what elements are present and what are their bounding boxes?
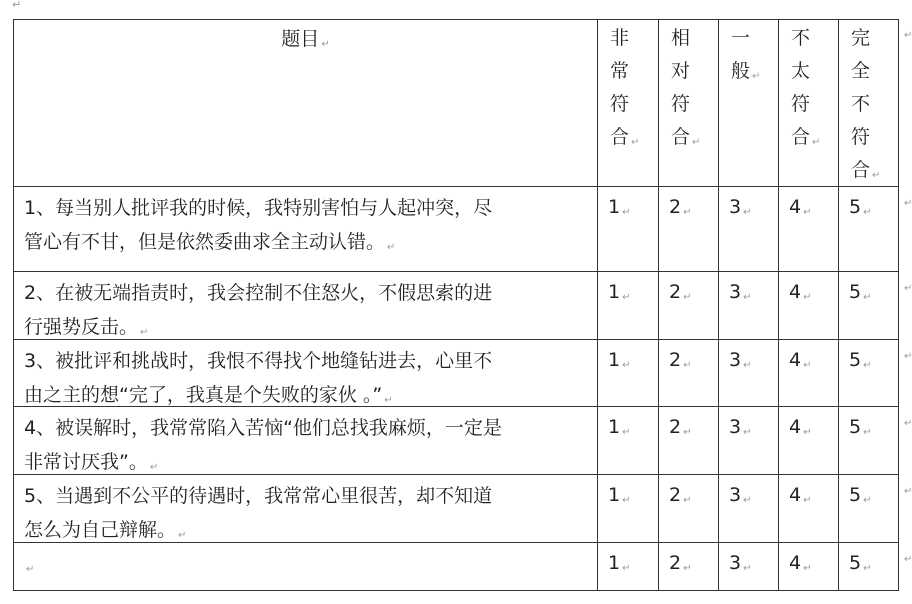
- score-value: 4: [789, 416, 802, 438]
- paragraph-mark-icon: ↵: [904, 418, 912, 429]
- score-value: 5: [849, 552, 862, 574]
- score-option[interactable]: [779, 475, 839, 518]
- option-header-char: 合: [671, 126, 691, 148]
- score-option[interactable]: [719, 272, 779, 315]
- paragraph-mark-icon: ↵: [803, 292, 812, 303]
- paragraph-mark-icon: ↵: [803, 563, 812, 574]
- paragraph-mark-icon: ↵: [683, 292, 692, 303]
- paragraph-mark-icon: ↵: [140, 327, 149, 338]
- question-cell: [14, 475, 597, 542]
- paragraph-mark-icon: ↵: [743, 360, 752, 371]
- score-value: 3: [729, 196, 742, 218]
- score-value: 3: [729, 416, 742, 438]
- question-cell: [14, 340, 597, 406]
- score-option[interactable]: [779, 543, 839, 586]
- paragraph-mark-icon: ↵: [743, 495, 752, 506]
- option-column-header: [659, 20, 719, 159]
- paragraph-mark-icon: ↵: [803, 360, 812, 371]
- paragraph-mark-icon: ↵: [683, 495, 692, 506]
- question-text: 行强势反击。: [24, 316, 139, 338]
- score-value: 2: [669, 416, 682, 438]
- paragraph-mark-icon: ↵: [904, 351, 912, 362]
- question-text: 5、当遇到不公平的待遇时，我常常心里很苦，却不知道: [24, 485, 493, 507]
- paragraph-mark-icon: ↵: [812, 137, 821, 148]
- option-header-char: 相: [671, 27, 691, 49]
- score-option[interactable]: [598, 475, 658, 518]
- question-cell: [14, 407, 597, 474]
- paragraph-mark-icon: ↵: [321, 39, 330, 50]
- score-option[interactable]: [719, 340, 779, 383]
- score-option[interactable]: [839, 340, 899, 383]
- question-text: 由之主的想“完了，我真是个失败的家伙 。”: [24, 384, 383, 406]
- option-header-char: 非: [610, 27, 630, 49]
- option-header-last-line: [610, 121, 658, 159]
- question-cell: [14, 187, 597, 271]
- score-option[interactable]: [719, 187, 779, 230]
- paragraph-mark-icon: ↵: [622, 427, 631, 438]
- paragraph-mark-icon: ↵: [863, 427, 872, 438]
- paragraph-mark-icon: ↵: [803, 427, 812, 438]
- score-value: 3: [729, 281, 742, 303]
- question-line: [24, 191, 587, 225]
- score-option[interactable]: [659, 340, 719, 383]
- score-value: 1: [608, 484, 621, 506]
- paragraph-mark-icon: ↵: [743, 427, 752, 438]
- question-cell: [14, 272, 597, 339]
- question-text: 4、被误解时，我常常陷入苦恼“他们总找我麻烦，一定是: [24, 417, 502, 439]
- score-value: 3: [729, 552, 742, 574]
- paragraph-mark-icon: ↵: [803, 207, 812, 218]
- row-divider: [13, 590, 899, 591]
- option-header-char: 太: [791, 60, 811, 82]
- option-header-char: 合: [610, 126, 630, 148]
- paragraph-mark-icon: ↵: [622, 495, 631, 506]
- score-option[interactable]: [779, 407, 839, 450]
- option-header-char: 不: [851, 93, 871, 115]
- paragraph-mark-icon: ↵: [683, 207, 692, 218]
- score-value: 2: [669, 484, 682, 506]
- score-value: 5: [849, 196, 862, 218]
- paragraph-mark-icon: ↵: [904, 198, 912, 209]
- paragraph-mark-icon: ↵: [863, 563, 872, 574]
- option-header-char: 对: [671, 60, 691, 82]
- option-header-char: 常: [610, 60, 630, 82]
- option-header-char: 符: [791, 93, 811, 115]
- option-header-last-line: [731, 55, 779, 93]
- score-option[interactable]: [719, 543, 779, 586]
- question-cell: [14, 543, 597, 590]
- paragraph-mark-icon: ↵: [149, 462, 159, 473]
- score-value: 1: [608, 416, 621, 438]
- paragraph-mark-icon: ↵: [384, 395, 393, 406]
- paragraph-mark-icon: ↵: [178, 530, 187, 541]
- score-option[interactable]: [719, 475, 779, 518]
- paragraph-mark-icon: ↵: [683, 427, 692, 438]
- option-header-last-line: [791, 121, 839, 159]
- paragraph-mark-icon: ↵: [622, 207, 631, 218]
- score-value: 4: [789, 196, 802, 218]
- paragraph-mark-icon: ↵: [743, 563, 752, 574]
- score-value: 4: [789, 281, 802, 303]
- question-text: 管心有不甘，但是依然委曲求全主动认错。: [24, 231, 386, 253]
- option-column-header: [719, 20, 779, 93]
- question-text: 2、在被无端指责时，我会控制不住怒火，不假思索的进: [24, 282, 493, 304]
- paragraph-mark-icon: ↵: [904, 554, 912, 565]
- score-value: 1: [608, 552, 621, 574]
- score-value: 5: [849, 416, 862, 438]
- option-column-header: [839, 20, 899, 192]
- score-value: 4: [789, 552, 802, 574]
- question-line: [24, 344, 587, 378]
- option-header-char: 般: [731, 60, 751, 82]
- score-option[interactable]: [839, 272, 899, 315]
- paragraph-mark-icon: ↵: [752, 71, 761, 82]
- score-value: 2: [669, 281, 682, 303]
- paragraph-mark-icon: ↵: [683, 360, 692, 371]
- paragraph-mark-icon: ↵: [12, 0, 22, 11]
- question-line: [24, 411, 587, 445]
- score-option[interactable]: [598, 407, 658, 450]
- question-text: 非常讨厌我”。: [24, 451, 148, 473]
- paragraph-mark-icon: ↵: [622, 563, 631, 574]
- question-line: [24, 479, 587, 513]
- score-option[interactable]: [598, 340, 658, 383]
- score-value: 4: [789, 484, 802, 506]
- score-value: 5: [849, 281, 862, 303]
- score-option[interactable]: [598, 272, 658, 315]
- question-text: 1、每当别人批评我的时候，我特别害怕与人起冲突，尽: [24, 197, 493, 219]
- paragraph-mark-icon: ↵: [631, 137, 640, 148]
- paragraph-mark-icon: ↵: [26, 564, 35, 575]
- question-line: [24, 276, 587, 310]
- option-header-char: 符: [851, 126, 871, 148]
- score-option[interactable]: [659, 272, 719, 315]
- question-text: 怎么为自己辩解。: [24, 519, 177, 541]
- option-header-char: 完: [851, 27, 871, 49]
- paragraph-mark-icon: ↵: [863, 292, 872, 303]
- score-value: 5: [849, 349, 862, 371]
- paragraph-mark-icon: ↵: [692, 137, 701, 148]
- score-option[interactable]: [839, 543, 899, 586]
- paragraph-mark-icon: ↵: [863, 495, 872, 506]
- option-header-char: 合: [791, 126, 811, 148]
- option-column-header: [598, 20, 658, 159]
- paragraph-mark-icon: ↵: [743, 292, 752, 303]
- option-header-char: 全: [851, 60, 871, 82]
- option-header-last-line: [671, 121, 719, 159]
- score-option[interactable]: [839, 475, 899, 518]
- paragraph-mark-icon: ↵: [904, 486, 912, 497]
- score-value: 1: [608, 196, 621, 218]
- score-option[interactable]: [719, 407, 779, 450]
- paragraph-mark-icon: ↵: [904, 30, 912, 41]
- question-line: [24, 225, 587, 265]
- paragraph-mark-icon: ↵: [803, 495, 812, 506]
- score-option[interactable]: [598, 543, 658, 586]
- score-value: 3: [729, 349, 742, 371]
- paragraph-mark-icon: ↵: [683, 563, 692, 574]
- score-value: 1: [608, 349, 621, 371]
- score-option[interactable]: [839, 187, 899, 230]
- option-header-char: 符: [671, 93, 691, 115]
- option-column-header: [779, 20, 839, 159]
- paragraph-mark-icon: ↵: [622, 360, 631, 371]
- question-header-text: 题目: [281, 28, 320, 50]
- paragraph-mark-icon: ↵: [863, 207, 872, 218]
- option-header-char: 不: [791, 27, 811, 49]
- paragraph-mark-icon: ↵: [622, 292, 631, 303]
- score-option[interactable]: [779, 187, 839, 230]
- score-value: 5: [849, 484, 862, 506]
- score-value: 1: [608, 281, 621, 303]
- score-option[interactable]: [598, 187, 658, 230]
- score-option[interactable]: [659, 475, 719, 518]
- option-header-char: 一: [731, 27, 751, 49]
- score-value: 4: [789, 349, 802, 371]
- paragraph-mark-icon: ↵: [743, 207, 752, 218]
- paragraph-mark-icon: ↵: [863, 360, 872, 371]
- question-text: 3、被批评和挑战时，我恨不得找个地缝钻进去，心里不: [24, 350, 493, 372]
- score-value: 2: [669, 552, 682, 574]
- score-option[interactable]: [659, 187, 719, 230]
- question-column-header: [14, 20, 597, 62]
- score-value: 2: [669, 196, 682, 218]
- paragraph-mark-icon: ↵: [387, 242, 396, 253]
- option-header-char: 合: [851, 159, 871, 181]
- paragraph-mark-icon: ↵: [872, 170, 881, 181]
- score-option[interactable]: [779, 340, 839, 383]
- option-header-char: 符: [610, 93, 630, 115]
- score-option[interactable]: [659, 543, 719, 586]
- score-value: 2: [669, 349, 682, 371]
- score-value: 3: [729, 484, 742, 506]
- score-option[interactable]: [659, 407, 719, 450]
- question-line: [24, 547, 587, 587]
- paragraph-mark-icon: ↵: [904, 283, 912, 294]
- score-option[interactable]: [779, 272, 839, 315]
- score-option[interactable]: [839, 407, 899, 450]
